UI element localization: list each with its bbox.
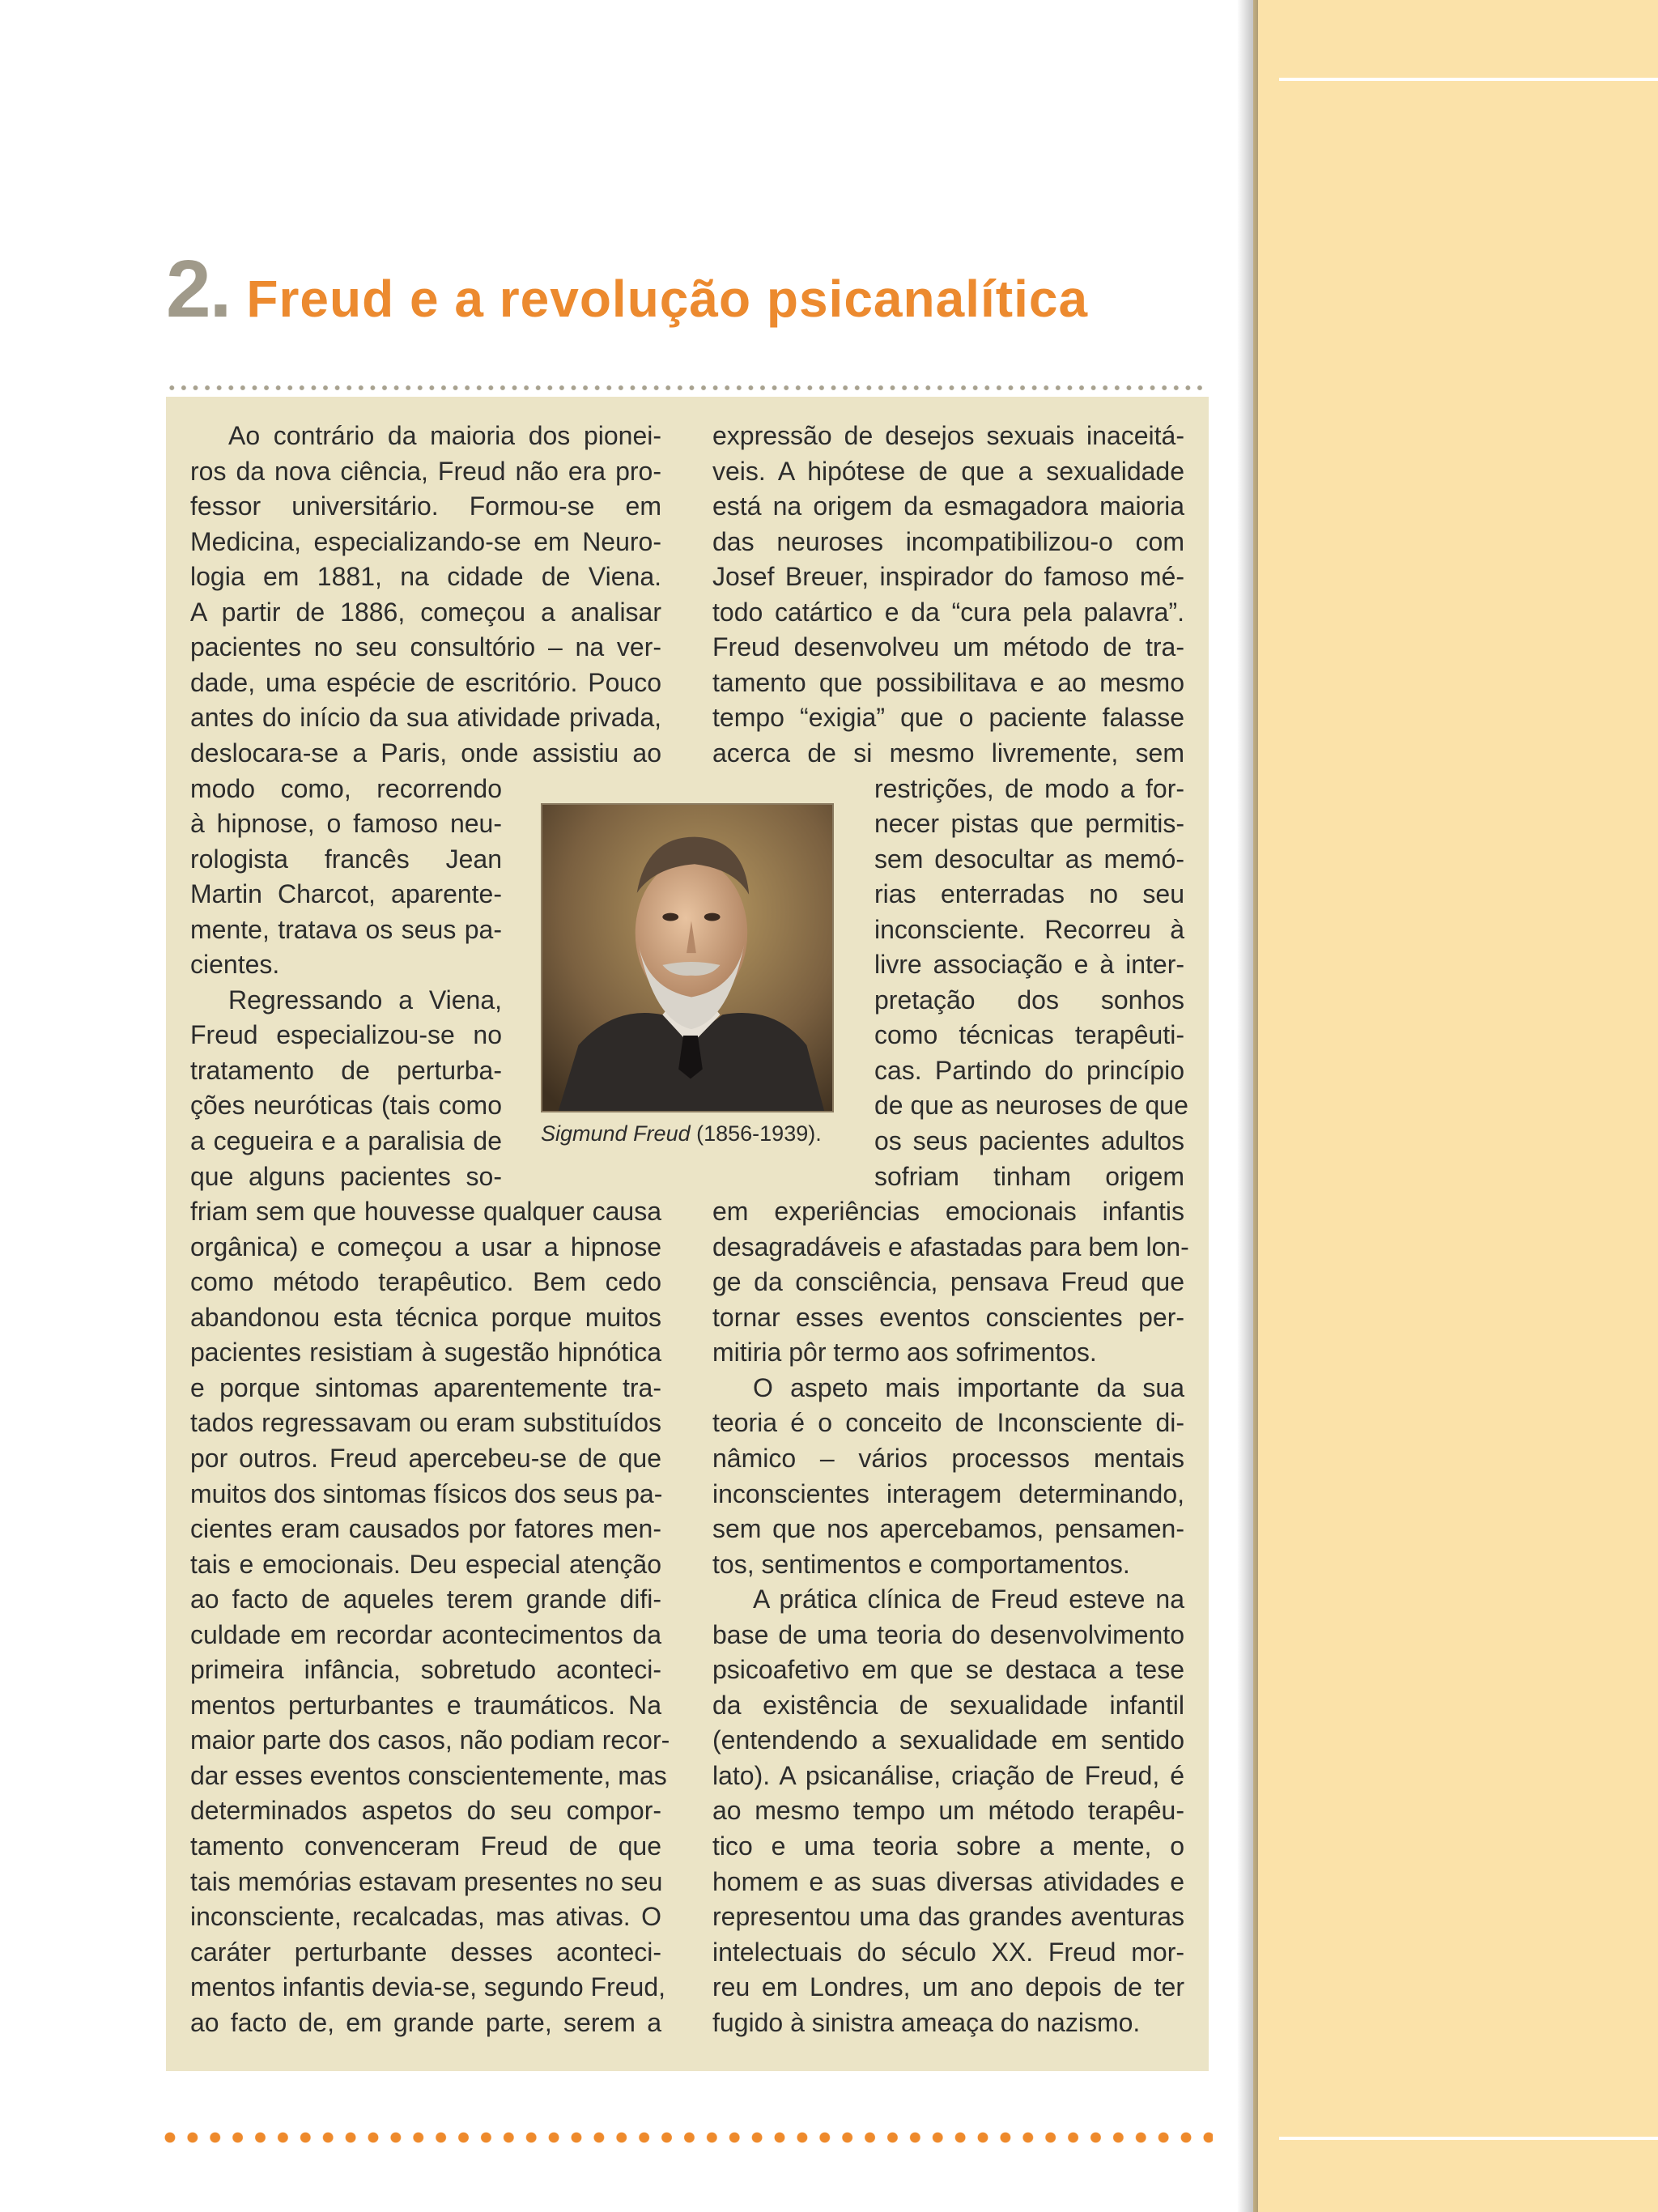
left-column-line: logia em 1881, na cidade de Viena. (190, 562, 661, 592)
left-column-line: Martin Charcot, aparente- (190, 879, 502, 909)
left-column-line: antes do início da sua atividade privada, (190, 703, 661, 733)
right-column-line: livre associação e à inter- (874, 950, 1184, 980)
left-column-line: modo como, recorrendo (190, 773, 502, 803)
left-column-line: Freud especializou-se no (190, 1020, 502, 1050)
right-column-line: rias enterradas no seu (874, 879, 1184, 909)
right-column-line: lato). A psicanálise, criação de Freud, é (712, 1760, 1184, 1790)
right-column-line: Josef Breuer, inspirador do famoso mé- (712, 562, 1184, 592)
right-column-line: nâmico – vários processos mentais (712, 1443, 1184, 1473)
freud-portrait (541, 803, 834, 1112)
right-column-line: de que as neuroses de que (874, 1091, 1188, 1121)
left-column-line: pacientes no seu consultório – na ver- (190, 632, 661, 662)
left-column-line: primeira infância, sobretudo aconteci- (190, 1655, 661, 1685)
right-column-line: homem e as suas diversas atividades e (712, 1866, 1184, 1896)
right-column-line: O aspeto mais importante da sua (753, 1372, 1184, 1402)
left-column-line: à hipnose, o famoso neu- (190, 809, 502, 839)
left-column-line: dade, uma espécie de escritório. Pouco (190, 667, 661, 697)
left-column-line: cientes eram causados por fatores men- (190, 1514, 661, 1544)
caption-dates: (1856-1939). (690, 1121, 822, 1146)
left-column-line: que alguns pacientes so- (190, 1161, 502, 1191)
left-column-line: abandonou esta técnica porque muitos (190, 1302, 661, 1332)
right-column-line: necer pistas que permitis- (874, 809, 1184, 839)
left-column-line: tamento convenceram Freud de que (190, 1831, 661, 1861)
left-column-line: muitos dos sintomas físicos dos seus pa- (190, 1478, 663, 1508)
left-column-line: mentos infantis devia-se, segundo Freud, (190, 1972, 665, 2002)
top-dotted-rule (166, 385, 1209, 391)
right-column-line: teoria é o conceito de Inconsciente di- (712, 1408, 1184, 1438)
left-column-line: mentos perturbantes e traumáticos. Na (190, 1690, 661, 1720)
section-title: Freud e a revolução psicanalítica (246, 270, 1089, 328)
left-column-line: ao facto de, em grande parte, serem a (190, 2007, 661, 2037)
left-column-line: tais e emocionais. Deu especial atenção (190, 1549, 661, 1579)
left-column-line: caráter perturbante desses aconteci- (190, 1937, 661, 1967)
right-column-line: expressão de desejos sexuais inaceitá- (712, 421, 1184, 450)
section-number-dot: . (209, 244, 232, 334)
right-column-line: das neuroses incompatibilizou-o com (712, 526, 1184, 556)
right-column-line: desagradáveis e afastadas para bem lon- (712, 1231, 1189, 1261)
right-column-line: está na origem da esmagadora maioria (712, 491, 1184, 521)
left-column-line: ros da nova ciência, Freud não era pro- (190, 456, 661, 486)
left-column-line: como método terapêutico. Bem cedo (190, 1267, 661, 1297)
right-column-line: os seus pacientes adultos (874, 1126, 1184, 1155)
left-column-line: e porque sintomas aparentemente tra- (190, 1372, 661, 1402)
left-column-line: cientes. (190, 950, 280, 980)
left-column-line: orgânica) e começou a usar a hipnose (190, 1231, 661, 1261)
left-column-line: a cegueira e a paralisia de (190, 1126, 502, 1155)
left-column-line: inconsciente, recalcadas, mas ativas. O (190, 1902, 661, 1932)
right-column-line: Freud desenvolveu um método de tra- (712, 632, 1184, 662)
left-column-line: mente, tratava os seus pa- (190, 914, 502, 944)
right-column-line: tico e uma teoria sobre a mente, o (712, 1831, 1184, 1861)
right-column-line: psicoafetivo em que se destaca a tese (712, 1655, 1184, 1685)
portrait-image (542, 805, 832, 1111)
right-column-line: cas. Partindo do princípio (874, 1055, 1184, 1085)
left-column-line: A partir de 1886, começou a analisar (190, 597, 661, 627)
right-column-line: tos, sentimentos e comportamentos. (712, 1549, 1130, 1579)
section-heading (166, 243, 1088, 336)
right-column-line: inconscientes interagem determinando, (712, 1478, 1184, 1508)
left-column-line: Regressando a Viena, (228, 985, 502, 1015)
left-column-line: Medicina, especializando-se em Neuro- (190, 526, 661, 556)
right-column-line: em experiências emocionais infantis (712, 1197, 1184, 1227)
right-column-line: sem que nos apercebamos, pensamen- (712, 1514, 1184, 1544)
left-column-line: tratamento de perturba- (190, 1055, 502, 1085)
right-column-line: todo catártico e da “cura pela palavra”. (712, 597, 1184, 627)
left-column-line: pacientes resistiam à sugestão hipnótica (190, 1338, 661, 1368)
right-column-line: base de uma teoria do desenvolvimento (712, 1619, 1184, 1649)
right-column-line: sem desocultar as memó- (874, 844, 1184, 874)
right-column-line: (entendendo a sexualidade em sentido (712, 1725, 1184, 1755)
right-column-line: ao mesmo tempo um método terapêu- (712, 1796, 1184, 1826)
left-column-line: deslocara-se a Paris, onde assistiu ao (190, 738, 661, 768)
right-column-line: ge da consciência, pensava Freud que (712, 1267, 1184, 1297)
right-column-line: inconsciente. Recorreu à (874, 914, 1184, 944)
left-column-line: ao facto de aqueles terem grande difi- (190, 1585, 661, 1614)
left-column-line: por outros. Freud apercebeu-se de que (190, 1443, 661, 1473)
right-column-line: restrições, de modo a for- (874, 773, 1184, 803)
sidebar-top-rule (1279, 78, 1658, 81)
right-column-line: veis. A hipótese de que a sexualidade (712, 456, 1184, 486)
right-column-line: pretação dos sonhos (874, 985, 1184, 1015)
caption-name: Sigmund Freud (541, 1121, 691, 1146)
left-column-line: Ao contrário da maioria dos pionei- (228, 421, 661, 450)
right-column-line: tamento que possibilitava e ao mesmo (712, 667, 1184, 697)
section-number: 2 (166, 244, 210, 334)
right-column-line: mitiria pôr termo aos sofrimentos. (712, 1338, 1097, 1368)
left-column-line: fessor universitário. Formou-se em (190, 491, 661, 521)
left-column-line: determinados aspetos do seu compor- (190, 1796, 661, 1826)
left-column-line: maior parte dos casos, não podiam recor- (190, 1725, 670, 1755)
bottom-dotted-rule (159, 2130, 1213, 2145)
right-column-line: tempo “exigia” que o paciente falasse (712, 703, 1184, 733)
right-column-line: da existência de sexualidade infantil (712, 1690, 1184, 1720)
right-column-line: A prática clínica de Freud esteve na (753, 1585, 1184, 1614)
sidebar-bottom-rule (1279, 2137, 1658, 2140)
right-column-line: representou uma das grandes aventuras (712, 1902, 1184, 1932)
left-column-line: tados regressavam ou eram substituídos (190, 1408, 661, 1438)
portrait-caption (541, 1116, 834, 1151)
right-column-line: intelectuais do século XX. Freud mor- (712, 1937, 1184, 1967)
right-column-line: fugido à sinistra ameaça do nazismo. (712, 2007, 1141, 2037)
left-column-line: culdade em recordar acontecimentos da (190, 1619, 661, 1649)
left-column-line: rologista francês Jean (190, 844, 502, 874)
right-column-line: acerca de si mesmo livremente, sem (712, 738, 1184, 768)
left-column-line: tais memórias estavam presentes no seu (190, 1866, 663, 1896)
left-column-line: ções neuróticas (tais como (190, 1091, 502, 1121)
right-column-line: reu em Londres, um ano depois de ter (712, 1972, 1184, 2002)
page-margin-sidebar (1253, 0, 1658, 2212)
right-column-line: tornar esses eventos conscientes per- (712, 1302, 1184, 1332)
left-column-line: friam sem que houvesse qualquer causa (190, 1197, 661, 1227)
right-column-line: como técnicas terapêuti- (874, 1020, 1184, 1050)
right-column-line: sofriam tinham origem (874, 1161, 1184, 1191)
sidebar-shadow (1237, 0, 1258, 2212)
left-column-line: dar esses eventos conscientemente, mas (190, 1760, 667, 1790)
